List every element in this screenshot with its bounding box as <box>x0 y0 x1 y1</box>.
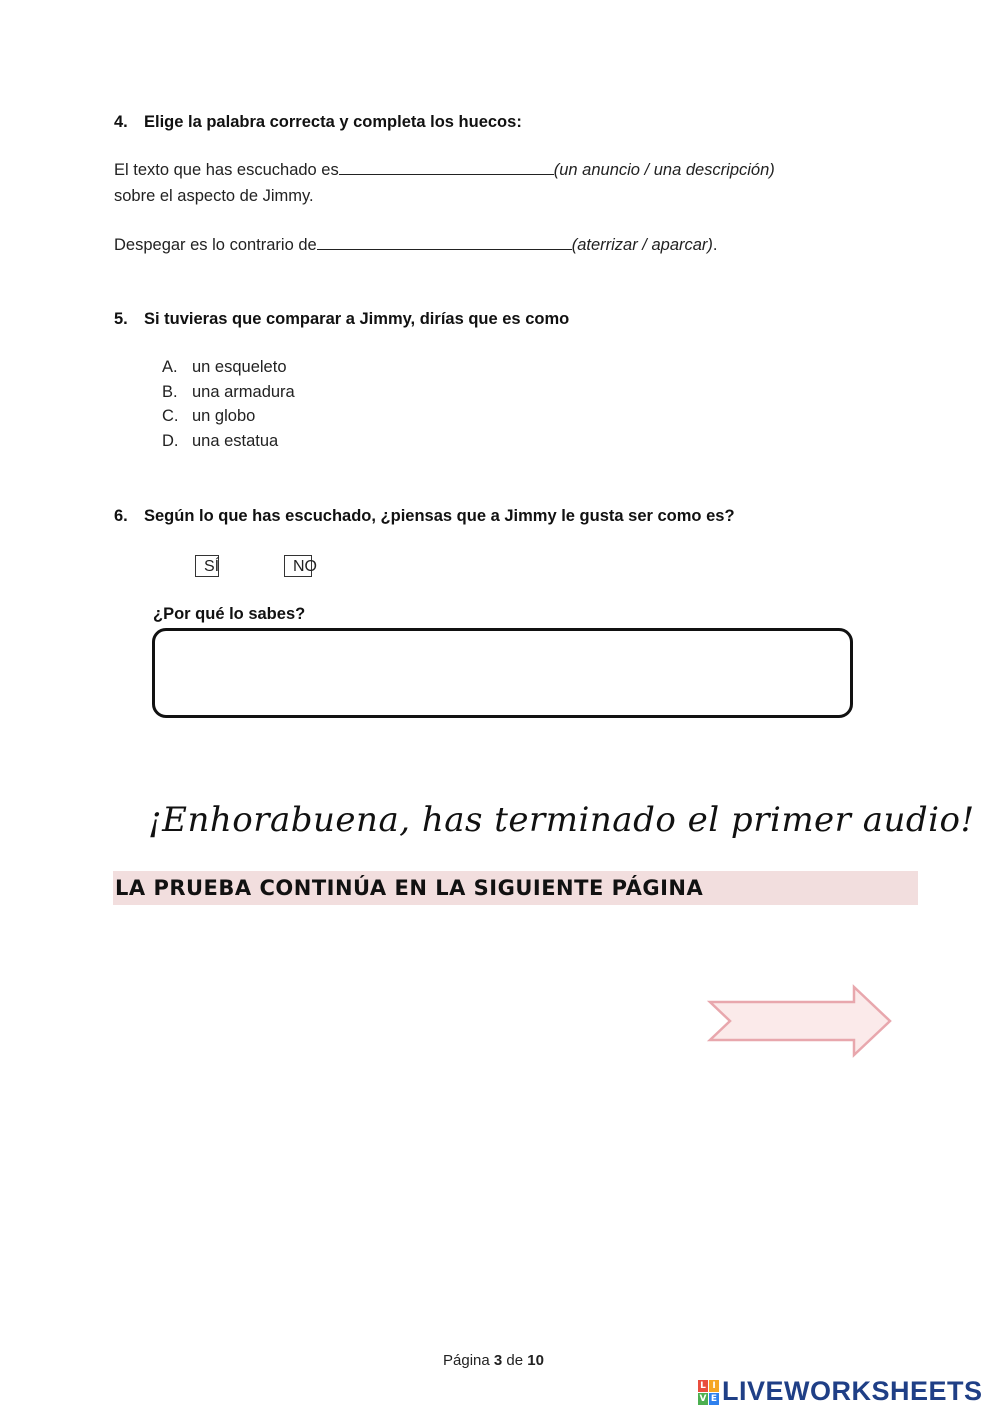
q4-sentence-1-cont: sobre el aspecto de Jimmy. <box>114 187 314 205</box>
continue-banner-text: LA PRUEBA CONTINÚA EN LA SIGUIENTE PÁGINA <box>115 876 704 900</box>
q4-blank-1[interactable] <box>339 174 554 175</box>
q5-option-d[interactable]: D. una estatua <box>162 431 279 450</box>
q6-title: 6. Según lo que has escuchado, ¿piensas que a Jimmy le gusta ser como es? <box>114 507 735 525</box>
no-box[interactable]: NO <box>284 555 312 577</box>
q4-blank-2[interactable] <box>317 249 572 250</box>
q5-title: 5. Si tuvieras que comparar a Jimmy, dirías que es como <box>114 310 570 328</box>
q5-option-a[interactable]: A. un esqueleto <box>162 358 287 376</box>
q4-sentence-2: Despegar es lo contrario de (aterrizar / aparcar). <box>114 236 718 254</box>
liveworksheets-logo-icon: L I V E <box>699 1381 718 1404</box>
congrats-message: ¡Enhorabuena, has terminado el primer audio! <box>148 800 975 840</box>
why-answer-area[interactable] <box>152 628 853 718</box>
liveworksheets-wordmark: LIVEWORKSHEETS <box>722 1376 983 1406</box>
q5-options <box>162 358 295 456</box>
q5-option-c[interactable]: C. un globo <box>162 407 256 425</box>
q4-title: 4. Elige la palabra correcta y completa los huecos: <box>114 113 522 131</box>
q4-sentence-1: El texto que has escuchado es (un anuncio / una descripción) <box>114 161 775 179</box>
q5-option-b[interactable]: B. una armadura <box>162 382 295 401</box>
next-arrow-icon[interactable] <box>706 984 894 1058</box>
yes-box[interactable]: SÍ <box>195 555 219 577</box>
why-label: ¿Por qué lo sabes? <box>153 605 306 623</box>
page-number: Página 3 de 10 <box>443 1352 544 1369</box>
